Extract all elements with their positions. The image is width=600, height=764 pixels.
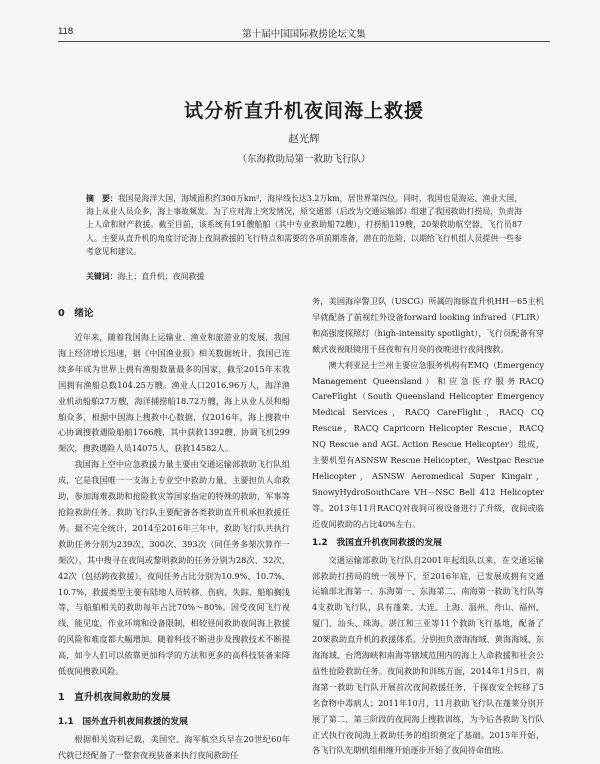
keywords — [86, 270, 522, 283]
keywords-label: 关键词： — [86, 272, 118, 281]
header-rule — [58, 41, 550, 42]
subsection-heading: 1.1 国外直升机夜间救援的发展 — [58, 716, 188, 727]
running-header — [58, 26, 550, 42]
author-affiliation: （东海救助局第一救助飞行队） — [237, 154, 371, 165]
conference-title: 第十届中国国际救捞论坛文集 — [242, 29, 366, 40]
body-paragraph: 根据相关资料记载，美国空、海军航空兵早在20世纪60年代就已经配备了一整套夜视装备来执行夜间救助任 — [58, 733, 290, 760]
page-number: 118 — [58, 26, 74, 37]
abstract-label: 摘 要： — [86, 194, 118, 203]
section-heading: 1 直升机夜间救助的发展 — [58, 691, 171, 703]
subsection-heading: 1.2 我国直升机夜间救援的发展 — [312, 537, 442, 548]
abstract — [86, 192, 522, 258]
author-name: 赵光辉 — [288, 133, 320, 145]
body-paragraph: 我国海上空中应急救援力量主要由交通运输部救助飞行队组成，它是我国唯一一支海上专业空中救助力量，主要担负人命救助，参加海难救助和抢险救灾等国家指定的特殊的救助，军事等抢险救助任务。救助飞行队主要配备各类救助直升机承担救援任务。据不完全统计，2014至2016年三年中，救助飞行队共执行救助任务分别为239次、300次、393次（同任务多架次算作一架次），其中搜寻在夜间或黎明救助的任务分别为28次、32次、42次（包括跨夜救援），夜间任务占比分别为10.9%、10.7%、10.7%，救援类型主要有陆地人员转移、伤病、失踪、船舶搁浅等，与船舶相关的救助每年占比70%～80%。因受夜间飞行视线，能见度，作业环境和设备限制，相较昼间救助夜间海上救援的风险和难度都大幅增加。随着科技不断进步及搜救技术不断提高，如今人们可以依靠更加科学的方法和更多的高科技装备来降低夜间搜救风险。 — [58, 459, 290, 677]
keywords-text: 海上；直升机；夜间救援 — [117, 272, 205, 281]
section-heading: 0 绪论 — [58, 308, 94, 319]
body-paragraph: 澳大利亚昆士兰州主要应急服务机构有EMQ（Emergency Management Queensland）和应急医疗服务RACQ CareFlight（South Queensland Helicopter Emergency Medical Services，RACQ CareFlight，RACQ CQ Rescue，RACQ Capricorn Helicopter Rescue，RACQ NQ Rescue and AGL Action Rescue Helicopter）组成，主要机型有ASNSW Rescue Helicopter，Westpac Rescue Helicopter，ASNSW Aeromedical Super Kingair，SnowyHydroSouthCare VH－NSC Bell 412 Helicopter等。2013年11月RACQ对夜间可视设备进行了升级，夜间或临近夜间救助的占比40%左右。 — [312, 359, 544, 529]
right-column — [312, 294, 544, 759]
abstract-text: 我国是海洋大国，海域面积约300万km²，海岸线长达3.2万km，居世界第四位。同时，我国也是海运、渔业大国，海上从业人员众多，海上事故频发。为了应对海上突发情况，原交通部（后改为交通运输部）组建了我国救助打捞局，负责海上人命和财产救援。截至目前，该系统有191艘船舶（其中专业救助船72艘），打捞船119艘，20架救助航空器，飞行员87人。主要从直升机的角度讨论海上夜间救援的飞行特点和需要的各项前期准备，潜在的危险，以期给飞行机组人员提供一些参考意见和建议。 — [86, 194, 522, 256]
paper-title: 试分析直升机夜间海上救援 — [183, 100, 424, 122]
body-paragraph: 务，美国海岸警卫队（USCG）所属的海豚直升机HH－65主机早就配备了前视红外设备forward looking infrared（FLIR）和高强度探照灯（high-intensity spotlight），飞行员配备有穿戴式夜视眼镜用于昼夜和有月亮的夜晚进行夜间搜救。 — [312, 296, 544, 354]
body-paragraph: 交通运输部救助飞行队自2001年起组队以来，在交通运输部救助打捞局的统一领导下，至2016年底，已发展成拥有交通运输部北海第一、东海第一、东海第二、南海第一救助飞行队等4支救助飞行队，具有蓬莱、大连、上海、温州、舟山、福州、厦门、汕头、珠海、湛江和三亚等11个救助飞行基地，配备了20架救助直升机的救援体系。分别担负渤海海域、黄海海域、东海海域、台湾海峡和南海等辖域范围内的海上人命救援和社会公益性抢险救助任务。夜间救助和训练方面，2014年1月5日，南海第一救助飞行队开展首次夜间救援任务，于探夜安全转移了5名食物中毒病人；2011年10月，11月救助飞行队在蓬莱分别开展了第二、第三阶段的夜间海上搜救训练，为今后各救助飞行队正式执行夜间海上救助任务的组织奠定了基础。2015年开始，各飞行队先期机组相继开始逐步开始了夜间待命值班。 — [312, 554, 544, 756]
body-paragraph: 近年来，随着我国海上运输业、渔业和旅游业的发展，我国海上经济增长迅速，据《中国渔业报》相关数据统计，我国已连续多年成为世界上拥有渔船数量最多的国家，截至2015年末我国拥有渔船总数104.25万艘。渔业人口2016.96万人，海洋渔业机动船舶27万艘，海洋捕捞船18.72万艘，海上从业人员和船舶众多，根据中国海上搜救中心数据，仅2016年，海上搜救中心协调搜救遇险船舶1766艘，其中获救1392艘，协调飞机299架次，搜救遇险人员14075人，获救14582人。 — [58, 332, 290, 454]
left-column — [58, 296, 290, 764]
